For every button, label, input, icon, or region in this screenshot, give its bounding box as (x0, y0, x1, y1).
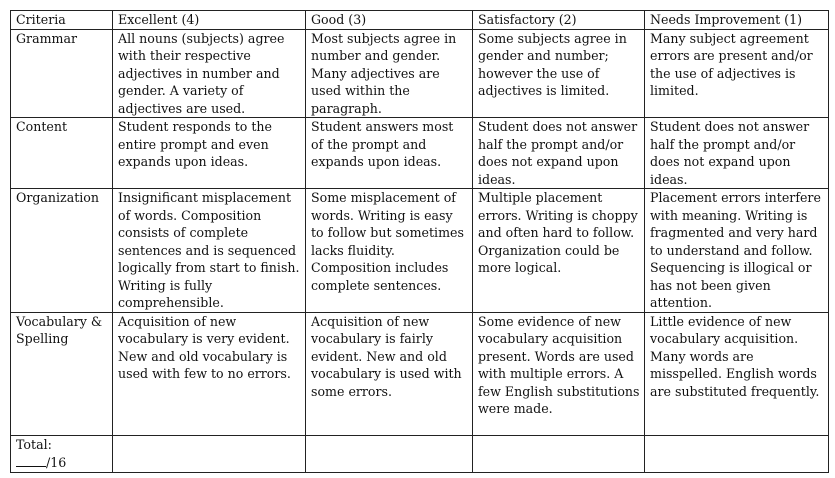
empty-cell (113, 435, 306, 472)
header-row (11, 11, 829, 30)
score-blank[interactable] (16, 453, 46, 467)
needs-improvement-cell: Placement errors interfere with meaning. Writing is fragmented and very hard to understand and follow. Sequencing is illogical or has not been given attention. (645, 189, 829, 313)
good-cell: Acquisition of new vocabulary is fairly evident. New and old vocabulary is used with some errors. (306, 312, 473, 435)
header-excellent: Excellent (4) (113, 11, 306, 30)
needs-improvement-cell: Little evidence of new vocabulary acquisition. Many words are misspelled. English words are substituted frequently. (645, 312, 829, 435)
empty-cell (473, 435, 645, 472)
good-cell: Some misplacement of words. Writing is easy to follow but sometimes lacks fluidity. Composition includes complete sentences. (306, 189, 473, 313)
satisfactory-cell: Multiple placement errors. Writing is choppy and often hard to follow. Organization could be more logical. (473, 189, 645, 313)
excellent-cell: Acquisition of new vocabulary is very evident. New and old vocabulary is used with few to no errors. (113, 312, 306, 435)
satisfactory-cell: Some subjects agree in gender and number; however the use of adjectives is limited. (473, 29, 645, 118)
total-cell (11, 435, 113, 472)
header-criteria: Criteria (11, 11, 113, 30)
table-row-vocabulary-spelling (11, 312, 829, 435)
table-row-organization (11, 189, 829, 313)
header-needs-improvement: Needs Improvement (1) (645, 11, 829, 30)
total-score-suffix: /16 (46, 455, 67, 470)
good-cell: Most subjects agree in number and gender. Many adjectives are used within the paragraph. (306, 29, 473, 118)
needs-improvement-cell: Many subject agreement errors are present and/or the use of adjectives is limited. (645, 29, 829, 118)
empty-cell (645, 435, 829, 472)
criterion-cell: Content (11, 118, 113, 189)
header-satisfactory: Satisfactory (2) (473, 11, 645, 30)
table-row-content (11, 118, 829, 189)
empty-cell (306, 435, 473, 472)
satisfactory-cell: Some evidence of new vocabulary acquisition present. Words are used with multiple errors. A few English substitutions were made. (473, 312, 645, 435)
excellent-cell: Student responds to the entire prompt and even expands upon ideas. (113, 118, 306, 189)
header-good: Good (3) (306, 11, 473, 30)
excellent-cell: Insignificant misplacement of words. Composition consists of complete sentences and is sequenced logically from start to finish. Writing is fully comprehensible. (113, 189, 306, 313)
rubric-table (10, 10, 829, 473)
good-cell: Student answers most of the prompt and expands upon ideas. (306, 118, 473, 189)
criterion-cell: Vocabulary & Spelling (11, 312, 113, 435)
table-row-total (11, 435, 829, 472)
criterion-cell: Grammar (11, 29, 113, 118)
table-row-grammar (11, 29, 829, 118)
total-label: Total: (16, 436, 52, 452)
needs-improvement-cell: Student does not answer half the prompt and/or does not expand upon ideas. (645, 118, 829, 189)
excellent-cell: All nouns (subjects) agree with their respective adjectives in number and gender. A variety of adjectives are used. (113, 29, 306, 118)
criterion-cell: Organization (11, 189, 113, 313)
satisfactory-cell: Student does not answer half the prompt and/or does not expand upon ideas. (473, 118, 645, 189)
